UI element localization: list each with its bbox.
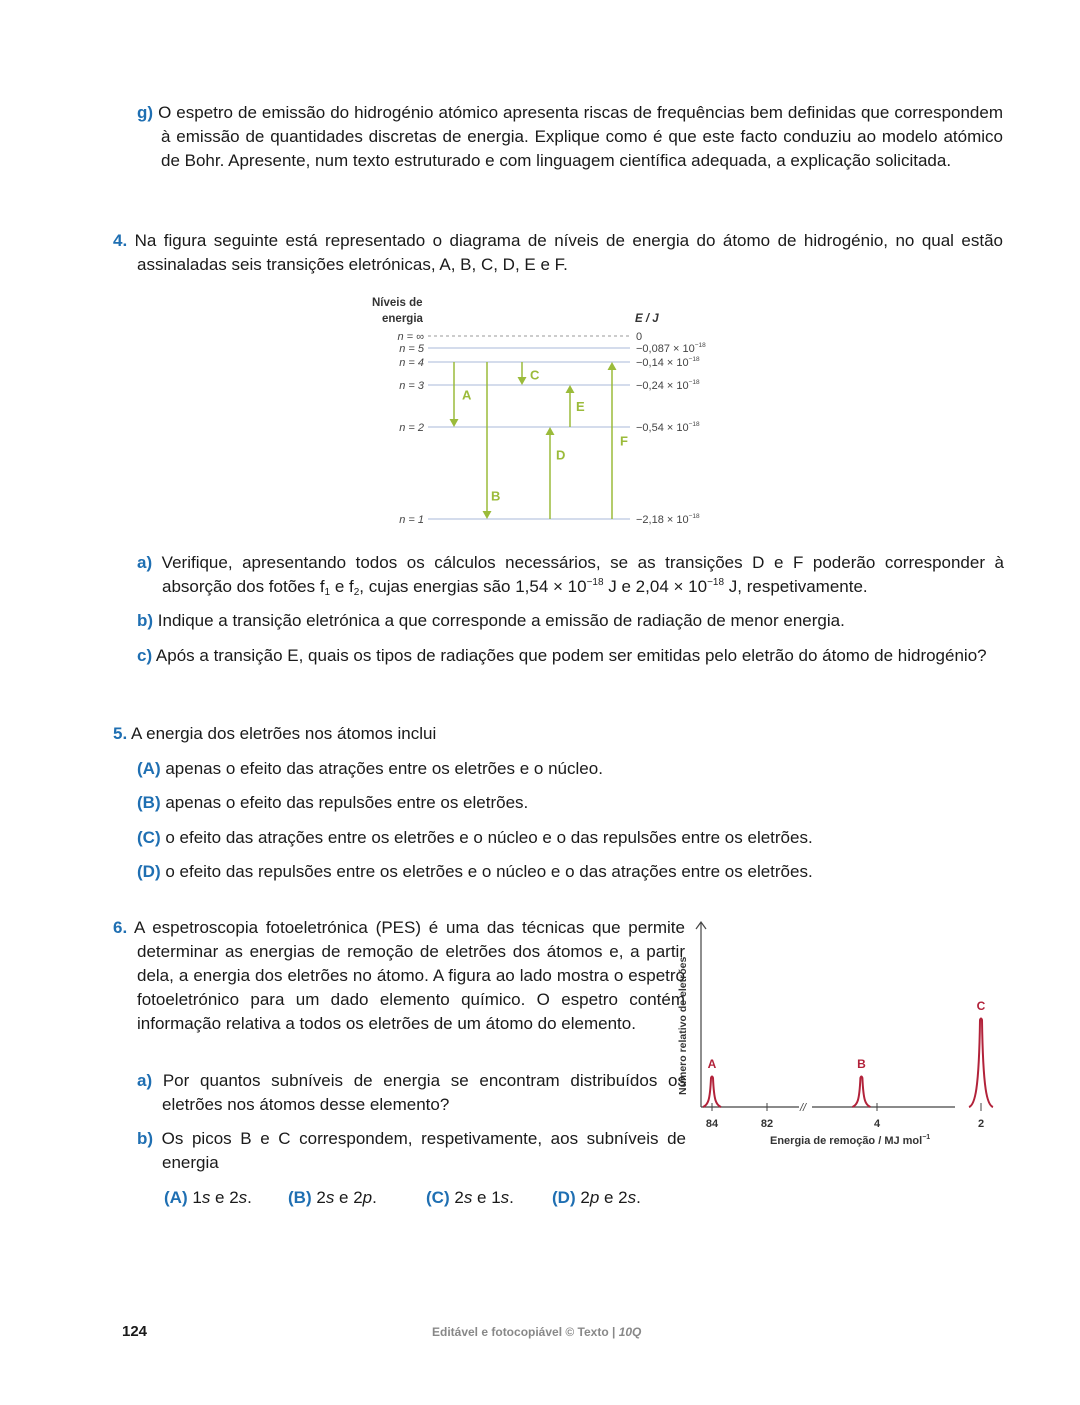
energy-axis-title: E / J <box>635 313 659 325</box>
level-energy: $-0,54 \times 10^{-18}$ <box>636 421 700 434</box>
question-4b <box>137 609 1004 633</box>
arrowhead-icon <box>608 362 617 370</box>
option-label: (A) <box>164 1188 188 1207</box>
option-text: o efeito das atrações entre os eletrões e o núcleo e o das repulsões entre os eletrões. <box>165 828 813 847</box>
question-6 <box>113 916 685 1036</box>
level-label: n = 4 <box>399 357 424 369</box>
levels-title-line2: energia <box>382 313 423 325</box>
peak-label: B <box>857 1057 866 1071</box>
level-label: n = ∞ <box>397 331 424 343</box>
question-number: 5. <box>113 724 128 743</box>
question-3g <box>137 101 1003 173</box>
pes-spectrum-chart <box>670 915 986 1155</box>
option-label: (D) <box>137 862 161 881</box>
arrowhead-icon <box>450 419 459 427</box>
levels-title-line1: Níveis de <box>372 297 423 309</box>
peak-label: C <box>976 999 986 1013</box>
item-label: a) <box>137 1071 153 1090</box>
option-label: (A) <box>137 759 161 778</box>
q6-option-d[interactable] <box>552 1186 641 1210</box>
level-energy: $-2,18 \times 10^{-18}$ <box>636 513 700 526</box>
question-4 <box>113 229 1003 277</box>
arrowhead-icon <box>546 427 555 435</box>
item-label: a) <box>137 553 153 572</box>
question-text: A energia dos eletrões nos átomos inclui <box>130 724 437 743</box>
q6-option-b[interactable] <box>288 1186 377 1210</box>
option-text: apenas o efeito das repulsões entre os eletrões. <box>165 793 529 812</box>
item-text: Os picos B e C correspondem, respetivamente, aos subníveis de energia <box>161 1129 686 1172</box>
y-axis-label: Número relativo de eletrões <box>677 956 689 1095</box>
item-label: b) <box>137 1129 154 1148</box>
item-text: Após a transição E, quais os tipos de radiações que podem ser emitidas pelo eletrão do átomo de hidrogénio? <box>155 646 987 665</box>
peak-a <box>703 1077 721 1108</box>
item-text: O espetro de emissão do hidrogénio atómico apresenta riscas de frequências bem definidas que correspondem à emissão de quantidades discretas de energia. Explique como é que este facto conduziu ao modelo atómico de Bohr. Apresente, num texto estruturado e com linguagem científica adequada, a explicação solicitada. <box>158 103 1003 170</box>
option-label: (C) <box>137 828 161 847</box>
item-label: b) <box>137 611 154 630</box>
energy-level-diagram <box>360 290 740 530</box>
option-a[interactable] <box>137 757 603 781</box>
level-label: n = 1 <box>399 514 424 526</box>
footer-copyright: Editável e fotocopiável © Texto | 10Q <box>432 1325 642 1339</box>
item-text: Verifique, apresentando todos os cálculos necessários, se as transições D e F poderão corresponder à absorção dos fotões $f_1$ e $f_2$, cujas energias são $1,54 \times 10^{-18}$ J e $2,04 \times 10^{-18}$ J, respetivamente. <box>161 553 1004 598</box>
transition-label: D <box>556 447 566 463</box>
option-label: (C) <box>426 1188 450 1207</box>
option-text: 2p e 2s. <box>580 1188 641 1207</box>
transition-label: E <box>576 399 585 414</box>
option-label: (B) <box>137 793 161 812</box>
x-axis-label: Energia de remoção / MJ mol$^{-1}$ <box>770 1134 931 1147</box>
option-text: 1s e 2s. <box>192 1188 252 1207</box>
transition-label: F <box>620 433 628 449</box>
option-d[interactable] <box>137 860 813 884</box>
item-text: Por quantos subníveis de energia se encontram distribuídos os eletrões nos átomos desse elemento? <box>162 1071 686 1114</box>
level-energy: $-0,087 \times 10^{-18}$ <box>636 342 706 355</box>
x-tick-label: 82 <box>760 1118 774 1130</box>
item-label: g) <box>137 103 154 122</box>
question-5 <box>113 722 1003 746</box>
option-c[interactable] <box>137 826 813 850</box>
question-4c <box>137 644 1004 668</box>
arrowhead-icon <box>518 377 527 385</box>
transition-label: B <box>491 488 501 504</box>
item-text: Indique a transição eletrónica a que corresponde a emissão de radiação de menor energia. <box>157 611 845 630</box>
q6-option-c[interactable] <box>426 1186 514 1210</box>
arrowhead-icon <box>566 385 575 393</box>
level-label: n = 3 <box>399 380 424 392</box>
question-4a <box>137 551 1004 599</box>
option-label: (B) <box>288 1188 312 1207</box>
question-text: A espetroscopia fotoeletrónica (PES) é uma das técnicas que permite determinar as energias de remoção de eletrões dos átomos e, a partir dela, a energia dos eletrões no átomo. A figura ao lado mostra o espetro fotoeletrónico para um dado elemento químico. O espetro contém informação relativa a todos os eletrões de um átomo do elemento. <box>134 918 685 1033</box>
option-text: 2s e 2p. <box>316 1188 377 1207</box>
axis-break: // <box>800 1102 807 1114</box>
question-6b <box>137 1127 686 1175</box>
level-label: n = 5 <box>399 343 424 355</box>
x-tick-label: 4 <box>873 1118 881 1130</box>
x-tick-label: 84 <box>705 1118 719 1130</box>
option-text: 2s e 1s. <box>454 1188 514 1207</box>
level-label: n = 2 <box>399 422 424 434</box>
option-text: apenas o efeito das atrações entre os eletrões e o núcleo. <box>165 759 603 778</box>
peak-c <box>969 1019 993 1108</box>
option-text: o efeito das repulsões entre os eletrões e o núcleo e o das atrações entre os eletrões. <box>165 862 813 881</box>
item-label: c) <box>137 646 153 665</box>
peak-b <box>852 1077 870 1108</box>
transition-label: A <box>462 387 472 403</box>
level-energy: 0 <box>636 331 643 343</box>
q6-option-a[interactable] <box>164 1186 252 1210</box>
option-b[interactable] <box>137 791 528 815</box>
question-text: Na figura seguinte está representado o diagrama de níveis de energia do átomo de hidrogénio, no qual estão assinaladas seis transições eletrónicas, A, B, C, D, E e F. <box>134 231 1003 274</box>
transition-label: C <box>530 367 540 383</box>
level-energy: $-0,14 \times 10^{-18}$ <box>636 356 700 369</box>
page-number: 124 <box>122 1323 148 1340</box>
question-number: 4. <box>113 231 128 250</box>
question-number: 6. <box>113 918 128 937</box>
peak-label: A <box>707 1057 717 1071</box>
level-energy: $-0,24 \times 10^{-18}$ <box>636 379 700 392</box>
arrowhead-icon <box>483 511 492 519</box>
question-6a <box>137 1069 686 1117</box>
x-tick-label: 2 <box>977 1118 985 1130</box>
option-label: (D) <box>552 1188 576 1207</box>
